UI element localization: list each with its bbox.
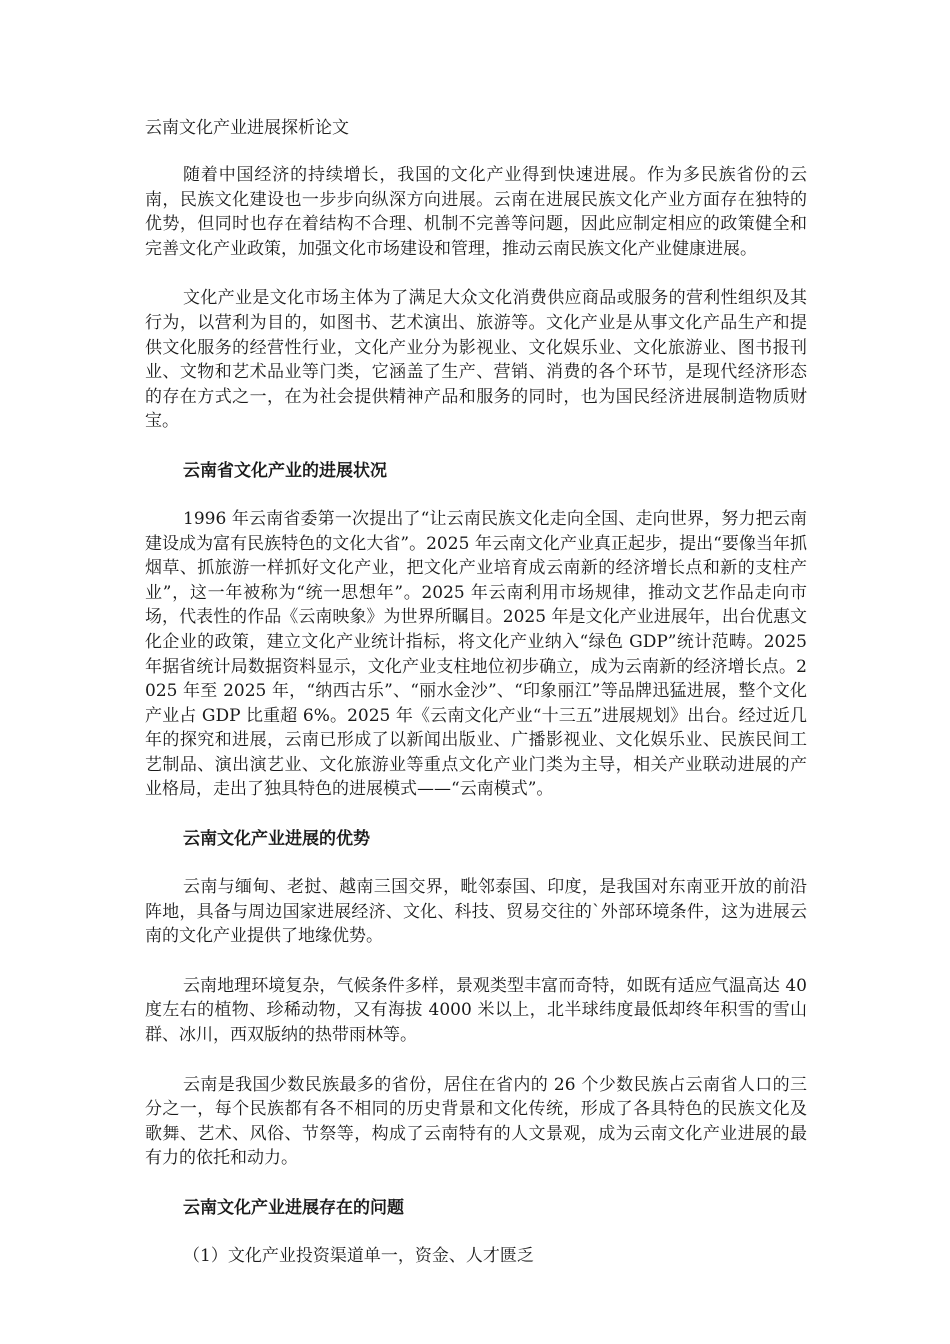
- development-status-paragraph: 1996 年云南省委第一次提出了“让云南民族文化走向全国、走向世界，努力把云南建设成为富有民族特色的文化大省”。2025 年云南文化产业真正起步，提出“要像当年抓烟草、抓旅游一样抓好文化产业，把文化产业培育成云南新的经济增长点和新的支柱产业”，这一年被称为“统一思想年”。2025 年云南利用市场规律，推动文艺作品走向市场，代表性的作品《云南映象》为世界所瞩目。2025 年是文化产业进展年，出台优惠文化企业的政策，建立文化产业统计指标，将文化产业纳入“绿色 GDP”统计范畴。2025 年据省统计局数据资料显示，文化产业支柱地位初步确立，成为云南新的经济增长点。2025 年至 2025 年，“纳西古乐”、“丽水金沙”、“印象丽江”等品牌迅猛进展，整个文化产业占 GDP 比重超 6%。2025 年《云南文化产业“十三五”进展规划》出台。经过近几年的探究和进展，云南已形成了以新闻出版业、广播影视业、文化娱乐业、民族民间工艺制品、演出演艺业、文化旅游业等重点文化产业门类为主导，相关产业联动进展的产业格局，走出了独具特色的进展模式——“云南模式”。: [145, 508, 807, 800]
- problem-item-1: （1）文化产业投资渠道单一，资金、人才匮乏: [183, 1246, 534, 1266]
- section-heading-development-status: 云南省文化产业的进展状况: [183, 460, 387, 481]
- advantages-paragraph-2: 云南地理环境复杂，气候条件多样，景观类型丰富而奇特，如既有适应气温高达 40 度左右的植物、珍稀动物，又有海拔 4000 米以上，北半球纬度最低却终年积雪的雪山群、冰川，西双版纳的热带雨林等。: [145, 975, 807, 1046]
- advantages-paragraph-1: 云南与缅甸、老挝、越南三国交界，毗邻泰国、印度，是我国对东南亚开放的前沿阵地，具备与周边国家进展经济、文化、科技、贸易交往的`外部环境条件，这为进展云南的文化产业提供了地缘优势。: [145, 877, 807, 947]
- section-heading-problems: 云南文化产业进展存在的问题: [183, 1198, 404, 1218]
- advantages-paragraph-3: 云南是我国少数民族最多的省份，居住在省内的 26 个少数民族占云南省人口的三分之一，每个民族都有各不相同的历史背景和文化传统，形成了各具特色的民族文化及歌舞、艺术、风俗、节祭等，构成了云南特有的人文景观，成为云南文化产业进展的最有力的依托和动力。: [145, 1074, 807, 1169]
- intro-paragraph-2: 文化产业是文化市场主体为了满足大众文化消费供应商品或服务的营利性组织及其行为，以营利为目的，如图书、艺术演出、旅游等。文化产业是从事文化产品生产和提供文化服务的经营性行业，文化产业分为影视业、文化娱乐业、文化旅游业、图书报刊业、文物和艺术品业等门类，它涵盖了生产、营销、消费的各个环节，是现代经济形态的存在方式之一，在为社会提供精神产品和服务的同时，也为国民经济进展制造物质财宝。: [145, 288, 807, 432]
- intro-paragraph-1: 随着中国经济的持续增长，我国的文化产业得到快速进展。作为多民族省份的云南，民族文化建设也一步步向纵深方向进展。云南在进展民族文化产业方面存在独特的优势，但同时也存在着结构不合理、机制不完善等问题，因此应制定相应的政策健全和完善文化产业政策，加强文化市场建设和管理，推动云南民族文化产业健康进展。: [145, 165, 807, 259]
- section-heading-advantages: 云南文化产业进展的优势: [183, 829, 370, 850]
- document-title: 云南文化产业进展探析论文: [145, 118, 349, 138]
- document-page: [145, 116, 807, 1268]
